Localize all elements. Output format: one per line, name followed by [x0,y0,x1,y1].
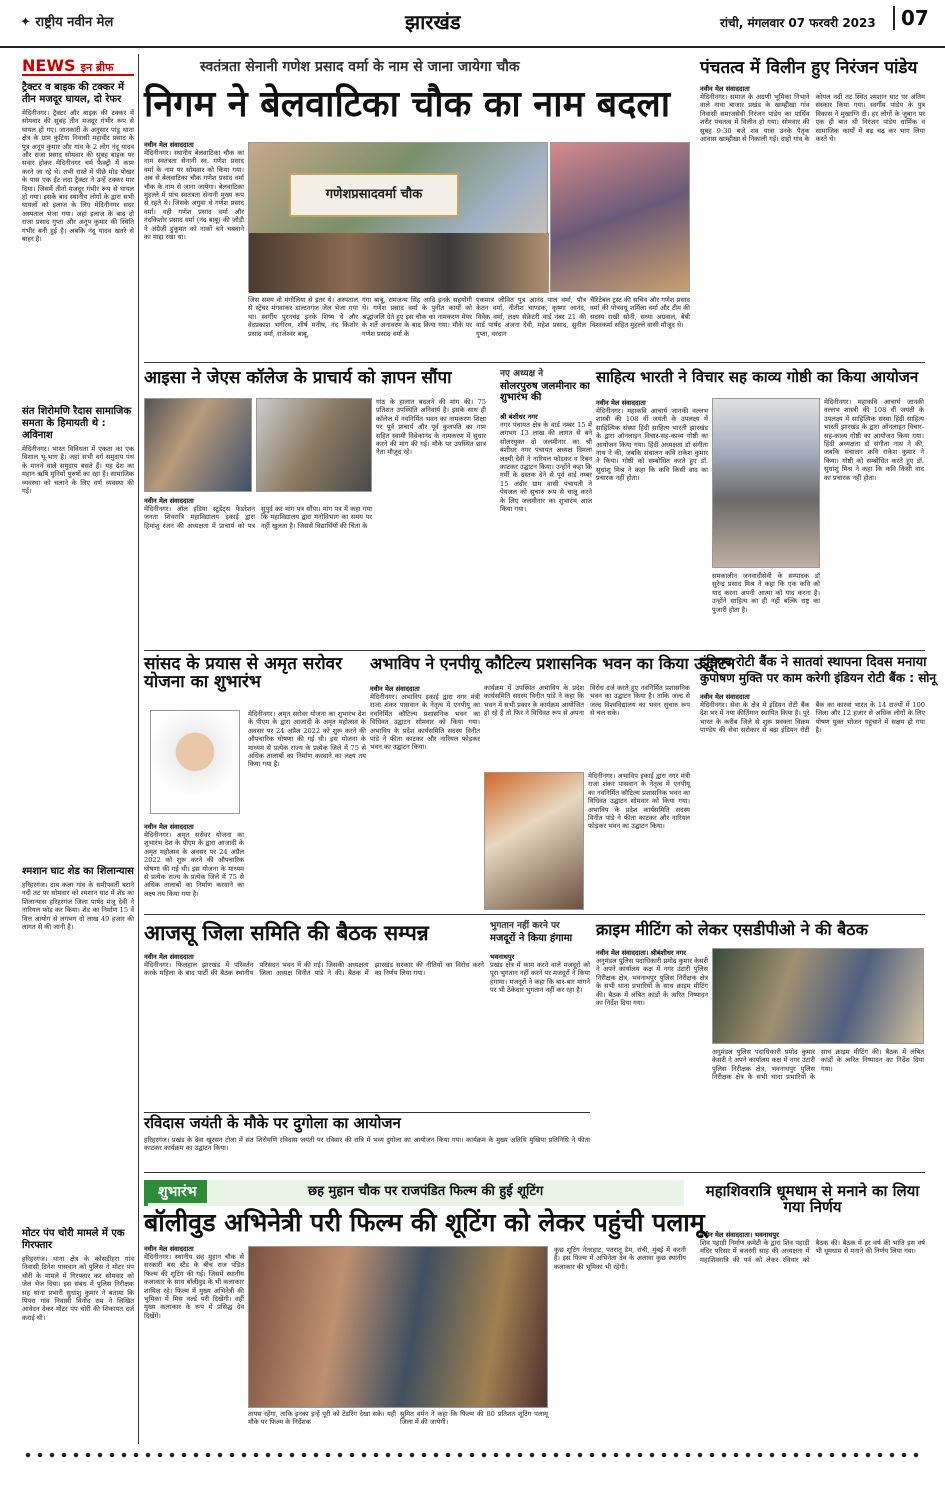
sansad-headline: सांसद के प्रयास से अमृत सरोवर योजना का शुभारंभ [144,654,343,692]
lead-photo-side [550,142,690,292]
brief-item [22,866,134,1163]
chowk-sign: गणेशप्रसादवर्मा चौक [289,173,459,217]
aisa-photo [256,398,372,492]
brief-item [22,406,134,799]
ravidas-headline: रविदास जयंती के मौके पर दुगोला का आयोजन [144,1114,401,1132]
brief-body: मेदिनीनगर। भारत विविधता में एकता का एक विशाल भू-भाग है। जहां सभी वर्ग समुदाय पंथ के मानने वाले समुदाय बसते हैं। यह देश का महान ऋषि मुनियों पुरुषों का रहा है। सामाजिक व्यवस्था को चलाने के लिए वर्ण व्यवस्था की गई। [22,445,134,496]
solar-body: नगर पंचायत क्षेत्र के वार्ड नम्बर 15 में लगभग 13 लाख की लागत से बने सोलरयुक्त दो जलमीनार का श्री बंशीधर नगर पंचायत अध्यक्ष विमला लक्ष्मी देवी ने नारियल फोड़कर व रिबन काटकर उद्घाटन किया। उन्होंने कहा कि गर्मी के दस्तक देने से पूर्व वार्ड नम्बर 15 अंदीर ग्राम वासी पंचायती ने पेयजल को सुचारु रूप से चालू करने के लिए जलमीनार का शुभारंभ आज किया गया। [500,421,592,514]
section-name: झारखंड [405,10,461,34]
bollywood-byline: नवीन मेल संवाददाता [144,1245,194,1253]
rotary-kicker: इंडियन रोटी बैंक ने सातवां स्थापना दिवस मनाया [700,655,927,670]
aisa-photo [144,398,252,492]
brief-headline: संत शिरोमणि रैदास सामाजिक समता के हिमायती थे : अविनाश [22,406,132,441]
bollywood-caption: सुमित वर्मन ने कहा कि फिल्म की 80 प्रतिशत शूटिंग पलामू जिला में की जायेगी। [400,1410,548,1427]
row-divider [144,362,925,363]
solar-headline: सोलरपुरुष जलमीनार का शुभारंभ की [500,381,590,403]
aisa-headline: आइसा ने जेएस कॉलेज के प्राचार्य को ज्ञापन सौंपा [144,368,452,388]
rotary-headline: कुपोषण मुक्ति पर काम करेगी इंडियन रोटी बैंक : सोनू [700,671,937,685]
lead-caption: गंगा बाबू, रामजन्म सिंह आदि इनके सहयोगी थे। गणेश प्रसाद वर्मा के पुनीत कार्यों को श्रद्धांजलि देते हुए इस चौक का नामकरण मेयर के शर्ते अनावरण के बाद किया गया। मौके पर गणेश प्रसाद वर्मा के [362,296,472,338]
brief-headline: ट्रैक्टर व बाइक की टक्कर में तीन मजदूर घायल, दो रेफर [22,82,124,105]
dateline: रांची, मंगलवार 07 फरवरी 2023 [720,16,876,30]
shivratri-byline: नवीन मेल संवाददाता। भवनाथपुर [700,1231,779,1239]
row-divider [144,650,925,651]
bhugtan-headline: मजदूरों ने किया हंगामा [490,933,573,944]
ajsu-byline: नवीन मेल संवाददाता [144,953,194,961]
footer-dots [22,1450,922,1460]
crime-body: अनुमंडल पुलिस पदाधिकारी प्रमोद कुमार केसरी ने अपने कार्यालय कक्ष में नगर उंटारी पुलिस निरीक्षक क्षेत्र, भवनाथपुर पुलिस निरीक्षक क्षेत्र के सभी थाना प्रभारियों के साथ क्राइम मीटिंग की। बैठक में लंबित कांडों के त्वरित निष्पादन का निर्देश दिया गया। [596,957,708,1008]
lead-kicker: स्वतंत्रता सेनानी गणेश प्रसाद वर्मा के नाम से जाना जायेगा चौक [200,59,520,75]
abvp-byline: नवीन मेल संवाददाता [370,685,420,693]
bollywood-headline: बॉलीवुड अभिनेत्री परी फिल्म की शूटिंग को लेकर पहुंची पलामू [144,1208,705,1237]
ajsu-body: मेदिनीनगर। फिलहाल झारखंड में परिवर्तन करके महिला के बाद पार्टी की बैठक स्थानीय परिसदन भवन में की गई। जिसकी अध्यक्षता जिला अध्यक्ष विनीत पांडे ने की। बैठक में झारखंड सरकार की नीतियों का विरोध करने का निर्णय लिया गया। [144,961,484,978]
solar-column [500,412,592,645]
brief-headline: श्मशान घाट शेड का शिलान्यास [22,866,134,877]
lead-body: मेदिनीनगर। स्थानीय बेलवाटिका चौक का नाम स्वतंत्रता सेनानी स्व. गणेश प्रसाद वर्मा के नाम पर सोमवार को किया गया। अब से बेलवाटिका चौक गणेश प्रसाद वर्मा चौक के नाम से जाना जायेगा। बेलवाटिका मुहल्ले में पांच स्वतंत्रता सेनानी मुख्य रूप से रहते थे। जिसके अगुवा थे गणेश प्रसाद वर्मा। वही गणेश प्रसाद वर्मा और नंदकिशोर प्रसाद वर्मा (नंद बाबू) की जोड़ी ने अंग्रेजी हुकूमत को नाकों चने चबवाने का माद्दा रखा था। [144,149,244,242]
brief-item [22,1228,134,1447]
sansad-body-cont: मेदिनीनगर। अमृत सरोवर योजना का शुभारंभ देश के पीएम के द्वारा आजादी के अमृत महोत्सव के अवसर पर 24 अप्रैल 2022 को शुरू करने की औपचारिक घोषणा की गई थी। इस योजना के माध्यम से प्रत्येक राज्य के प्रत्येक जिले में 75 से अधिक तालाबों का निर्माण करवाने का लक्ष्य तय किया गया है। [248,710,366,769]
sahitya-headline: साहित्य भारती ने विचार सह काव्य गोष्ठी का किया आयोजन [596,368,919,386]
abvp-body-2: कार्यक्रम में उपस्थित अभाविप के प्रदेश कार्यसमिति सदस्य विनीत पांडे ने कहा कि भवन में सभी प्रकार के कार्यक्रम आयोजित हो रहे हैं तो फिर ने विधिवत रूप से अपना विरोध दर्ज करते हुए नवनिर्मित प्रशासनिक भवन का उद्घाटन किया है। ताकि जल्द से जल्द विश्वविद्यालय का भवन सुचारु रूप से चल सके। [484,684,690,718]
bhugtan-kicker: भुगतान नहीं करने पर [490,921,560,931]
solar-byline: श्री बंशीधर नगर [500,413,538,421]
sansad-photo [150,710,240,814]
shivratri-column [700,1230,925,1439]
right-story-1-byline: नवीन मेल संवाददाता [700,85,750,93]
aisa-body-2: गांठ के हालात बदलने की मांग की। 75 प्रतिशत उपस्थिति अनिवार्य है। इसके साथ ही कॉलेज में नवनिर्मित भवन का नामकरण शिक्षा पर पूर्व प्राचार्य और पूर्व कुलपति का नाम सहित स्वामी विवेकानंद के नामकरण में सुधार करने की मांग की गई। मौके पर उपस्थित छात्र नेता मौजूद रहे। [376,398,486,457]
crime-body-cont: अनुमंडल पुलिस पदाधिकारी प्रमोद कुमार केसरी ने अपने कार्यालय कक्ष में नगर उंटारी पुलिस निरीक्षक क्षेत्र, भवनाथपुर पुलिस निरीक्षक क्षेत्र के सभी थाना प्रभारियों के साथ क्राइम मीटिंग की। बैठक में लंबित कांडों के त्वरित निष्पादन का निर्देश दिया गया। [712,1048,924,1082]
page-number: 07 [893,6,929,30]
lead-caption: एकमात्र जीवित पुत्र आनंद पाल वर्मा, पौत्र केतन वर्मा, नीतीश चाण्डक, कृष्णा आनंद, विवेक वर्मा, लक्ष्य सेक्रेटरी वार्ड नंबर 21 की वार्ड पार्षद अंजना देवी, महेश प्रसाद, सुनील गुप्ता, वरदान [476,296,586,338]
crime-byline: नवीन मेल संवाददाता। श्रीबंशीधर नगर [596,949,686,957]
bollywood-body-2: कुछ शूटिंग नेतरहाट, पतरातू डैम, रांची, मुंबई में करनी है। इस फिल्म में अभिनेता देव के अलावा कुछ स्थानीय कलाकार की भूमिका भी रहेगी। [554,1246,686,1271]
brief-body: हरिहरगंज। थाना क्षेत्र के कोसडीहरा गांव निवासी दिनेश पासवान को पुलिस ने मोटर पंप चोरी के मामले में गिरफ्तार कर सोमवार को जेल भेज दिया। इस संबंध में पुलिस निरीक्षक सह थाना प्रभारी सुधांशु कुमार ने बताया कि पिपरा गांव निवासी विनोद राम ने लिखित आवेदन देकर मोटर पंप चोरी की शिकायत दर्ज कराई थी। [22,1255,134,1322]
bird-logo-icon: ✦ [20,15,36,30]
crime-headline: क्राइम मीटिंग को लेकर एसडीपीओ ने की बैठक [596,920,868,939]
abvp-photo [484,772,584,910]
lead-caption: जिस समय वो मंगोलिया से इतर थे। अस्पताल से स्ट्रेचर मंगवाकर डाल्टनगंज जेल भेजा गया था। स्वर्गीय पुरनचंद्र इनके शिष्य थे और वेदप्रकाश भगीरथ, शीर्ष मनीष, नंद किशोर प्रसाद वर्मा, राजेश्वर बाबू, [248,296,358,338]
ajsu-headline: आजसू जिला समिति की बैठक सम्पन्न [144,921,429,945]
newspaper-brand: ✦ राष्ट्रीय नवीन मेल [20,15,114,30]
ravidas-body: हरिहरगंज। प्रखंड के देवा खुरसन टोला में संत शिरोमणि रविदास जयंती पर रविवार की रात्रि में भव्य दुगोला का आयोजन किया गया। कार्यक्रम के मुख्य अतिथि मुखिया प्रतिनिधि ने फीता काटकर कार्यक्रम का उद्घाटन किया। [144,1136,590,1153]
bollywood-body: मेदिनीनगर। स्थानीय छह मुहान चौक से सरकारी बस स्टैंड के बीच राज पंडित फिल्म की शूटिंग की गई। जिसमें स्थानीय कलाकार के साथ बॉलीवुड के भी कलाकार शामिल रहे। फिल्म में मुख्य अभिनेत्री की भूमिका में मिस वर्ल्ड परी दिखेंगी। वहीं मुख्य कलाकार के रूप में प्रसिद्ध देव दिखेंगे। [144,1253,244,1320]
lead-caption: चैरिटेबल ट्रस्ट की सचिव और गणेश प्रसाद वर्मा की पोत्रवधू शर्मिला वर्मा और टीम की सदस्य राखी सोनी, सध्या अग्रवाल, बेबी विश्वकर्मा सहित मुहल्ले वासी मौजूद थे। [590,296,690,330]
brief-body: मेदिनीनगर। ट्रैक्टर और बाइक की टक्कर में सोमवार की सुबह तीन मजदूर गंभीर रूप से घायल हो गए। जानकारी के अनुसार पांडू थाना क्षेत्र के ग्राम कुटिया निवासी महावीर प्रसाद के पुत्र अनूप कुमार और गांव के 2 लोग नंदू यादव और राजा प्रसाद सोमवार की सुबह बाइक पर सवार होकर मेदिनीनगर चर्म फैक्ट्री में काम करने जा रहे थे। तभी रास्ते में पीछे मोड़ पोखर के पास एक ईंट लदा ट्रैक्टर ने उन्हें टक्कर मार दिया। जिसमें तीनों मजदूर गंभीर रूप से घायल हो गया। इसके बाद स्थानीय लोगों के द्वारा सभी घायलों को इलाज के लिए मेदिनीनगर सदर अस्पताल भेजा गया। जहां इलाज के बाद दो राजा प्रसाद गुप्ता और अनूप कुमार की स्थिति गंभीर बनी हुई है। अबकि नंदू यादव खतरे से बाहर है। [22,109,134,244]
lead-headline: निगम ने बेलवाटिका चौक का नाम बदला [144,84,671,125]
abvp-column [370,684,480,909]
bollywood-photo [248,1246,548,1408]
lead-photo-main [248,142,548,292]
sansad-column [144,822,244,919]
brief-item [22,82,134,381]
sahitya-column [596,398,708,649]
sahitya-body: मेदिनीनगर। महाकवि आचार्य जानकी वल्लभ शास्त्री की 108 वीं जयंती के उपलक्ष्य में साहित्यिक संस्था हिंदी साहित्य भारती झारखंड के द्वारा ऑनलाइन विचार-सह-काव्य गोष्ठी का आयोजन किया गया। हिंदी अध्यक्षता डॉ संगीता नाथ ने की, जबकि संचालन कवि राकेश कुमार ने किया। गोष्ठी को सम्बोधित करते हुए डॉ. सुधांशु मिश्र ने कहा कि कवि किसी वाद का प्रचारक नहीं होता। [596,407,708,483]
news-brief-header [22,56,134,76]
crime-photo [712,948,924,1044]
bhugtan-body: प्रखंड क्षेत्र में काम करने वाले मजदूरों को पूरा भुगतान नहीं करने पर मजदूरों ने किया हंगामा। मजदूरों ने कहा कि बार-बार मांगने पर भी ठेकेदार भुगतान नहीं कर रहा है। [490,961,590,995]
sahitya-body-cont: मेदिनीनगर। महाकवि आचार्य जानकी वल्लभ शास्त्री की 108 वीं जयंती के उपलक्ष्य में साहित्यिक संस्था हिंदी साहित्य भारती झारखंड के द्वारा ऑनलाइन विचार-सह-काव्य गोष्ठी का आयोजन किया गया। हिंदी अध्यक्षता डॉ संगीता नाथ ने की, जबकि संचालन कवि राकेश कुमार ने किया। गोष्ठी को सम्बोधित करते हुए डॉ. सुधांशु मिश्र ने कहा कि कवि किसी वाद का प्रचारक नहीं होता। [824,398,924,482]
row-divider [144,914,925,915]
news-sub-label: इन ब्रीफ [80,61,114,74]
row-divider [144,1172,925,1173]
abvp-headline: अभाविप ने एनपीयू कौटिल्य प्रशासनिक भवन का किया उद्घाटन [370,654,736,673]
sansad-body: मेदिनीनगर। अमृत सरोवर योजना का शुभारंभ देश के पीएम के द्वारा आजादी के अमृत महोत्सव के अवसर पर 24 अप्रैल 2022 को शुरू करने की औपचारिक घोषणा की गई थी। इस योजना के माध्यम से प्रत्येक राज्य के प्रत्येक जिले में 75 से अधिक तालाबों का निर्माण करवाने का लक्ष्य तय किया गया है। [144,831,244,898]
rotary-byline: नवीन मेल संवाददाता [700,693,750,701]
masthead [0,0,945,48]
right-story-1-body: मेदिनीनगर। समाज के अग्रणी भूमिका निभाने वाले नावा बाजार प्रखंड के खाम्हीखा गांव निवासी समाजसेवी निरंजन पांडेय का पार्थिव शरीर पंचतत्व में विलीन हो गया। सोमवार की सुबह 9:30 बजे शव यात्रा उनके पैतृक आवास खाम्हीखा से निकाली गई। दाहो गांव के कोयल नदी तट स्थित श्मशान घाट पर अंतिम संस्कार किया गया। स्वर्गीय पांडेय के पुत्र विकास ने मुखाग्नि दी। हर लोगों के जुबान पर एक ही बात थी निरंजन पांडेय धार्मिक व सामाजिक कार्यों में बढ़ चढ़ कर भाग लिया करते थे। [700,93,925,144]
ajsu-column [144,952,484,1117]
sansad-byline: नवीन मेल संवाददाता [144,823,194,831]
lead-byline: नवीन मेल संवाददाता [144,141,194,149]
sahitya-photo [712,398,820,568]
sahitya-caption: समकालीन जनवादीसेवी के सम्पादक डॉ सुरेन्द्र प्रसाद मिश्र ने कहा कि एक कवि को याद करना अपनी आत्मा को याद करना है। उन्होंने साहित्य का ही नहीं बल्कि राष्ट्र का पुजारी होता है। [712,572,820,614]
rotary-body: मेदिनीनगर। सेवा के क्षेत्र में इंडियन रोटी बैंक देश भर में नया कीर्तिमान स्थापित किया है। पूरे भारत के करीब जिले से शुरू प्रवक्ता विक्रम पाण्डेय की सेवा सरोकार से बढ़ा इंडियन रोटी बैंक का कारवां भारत के 14 राज्यों में 100 जिला और 12 हजार से अधिक लोगों के लिए पोषण युक्त भोजन पहुंचाने में सक्षम हो गया है। [700,701,925,735]
crowd-photo [249,233,549,293]
right-story-1-headline: पंचतत्व में विलीन हुए निरंजन पांडेय [700,58,918,78]
row-divider [144,1112,590,1113]
column-divider [138,54,139,1444]
abvp-body-cont: मेदिनीनगर। अभाविप इकाई द्वारा नगर मंत्री राजा शंकर पासवान के नेतृत्व में एनपीयू का नवनिर्मित कौटिल्य प्रशासनिक भवन का विधिवत उद्घाटन सोमवार को किया गया। अभाविप के प्रदेश कार्यसमिति सदस्य विनीत पांडे ने फीता काटकर और नारियल फोड़कर भवन का उद्घाटन किया। [588,772,690,831]
rotary-column [700,692,925,909]
bollywood-caption: तापस रहेंगा, ताकि इनका इन्हें पूरी को टेंडरिंग देखा सके। यही मौके पर फिल्म के निर्देशक [248,1410,396,1427]
bollywood-banner [144,1180,684,1206]
abvp-body: मेदिनीनगर। अभाविप इकाई द्वारा नगर मंत्री राजा शंकर पासवान के नेतृत्व में एनपीयू का नवनिर्मित कौटिल्य प्रशासनिक भवन का विधिवत उद्घाटन सोमवार को किया गया। अभाविप के प्रदेश कार्यसमिति सदस्य विनीत पांडे ने फीता काटकर और नारियल फोड़कर भवन का उद्घाटन किया। [370,693,480,752]
shivratri-body: शिव पहाड़ी निर्माण कमेटी के द्वारा शिव पहाड़ी मंदिर परिसर में बजरंगी साह की अध्यक्षता में महाशिवरात्रि की पर्व को लेकर रविवार को बैठक की। बैठक में हर वर्ष की भांति इस वर्ष भी धूमधाम से मनाने की निर्णय लिया गया। [700,1239,925,1264]
sahitya-byline: नवीन मेल संवाददाता [596,399,646,407]
brief-headline: मोटर पंप चोरी मामले में एक गिरफ्तार [22,1228,125,1251]
bhugtan-byline: भवनाथपुर [490,953,515,961]
aisa-body: मेदिनीनगर। ऑल इंडिया स्टूडेंट्स फेडरेशन जनता शिवरात्रि महाविद्यालय इकाई द्वारा हिमांशु रंजन की अध्यक्षता में प्राचार्य को पत्र सुपुर्द कर मांग पत्र सौंपा। मांग पत्र में कहा गया कि महाविद्यालय द्वारा मनोविभाग का समय पर नहीं खुलता है। जिससे विद्यार्थियों की चिंता के [144,505,372,530]
solar-kicker: नए अध्यक्ष ने [500,369,544,379]
bollywood-kicker: छह मुहान चौक पर राजपंडित फिल्म की हुई शूटिंग [308,1184,544,1199]
right-story-1 [700,84,925,365]
aisa-body-column [144,496,372,653]
section-tag: शुभारंभ [148,1180,207,1203]
shivratri-headline: महाशिवरात्रि धूमधाम से मनाने का लिया गया निर्णय [705,1182,920,1216]
brief-body: हरिहरगंज। दाब कला गांव के समीपवर्ती बराने नदी तट पर सोमवार को श्मशान घाट में शेड का शिलान्यास हरिहरगंज जिला पार्षद मंजू देवी ने नारियल फोड़ कर किया। शेड का निर्माण 15 वें वित्त आयोग से लगभग दो लाख 49 हजार की लागत से की जानी है। [22,881,134,932]
aisa-byline: नवीन मेल संवाददाता [144,497,194,505]
news-label: NEWS [22,56,76,75]
lead-body-column [144,140,244,385]
crime-column [596,948,708,1167]
bollywood-column [144,1244,244,1445]
